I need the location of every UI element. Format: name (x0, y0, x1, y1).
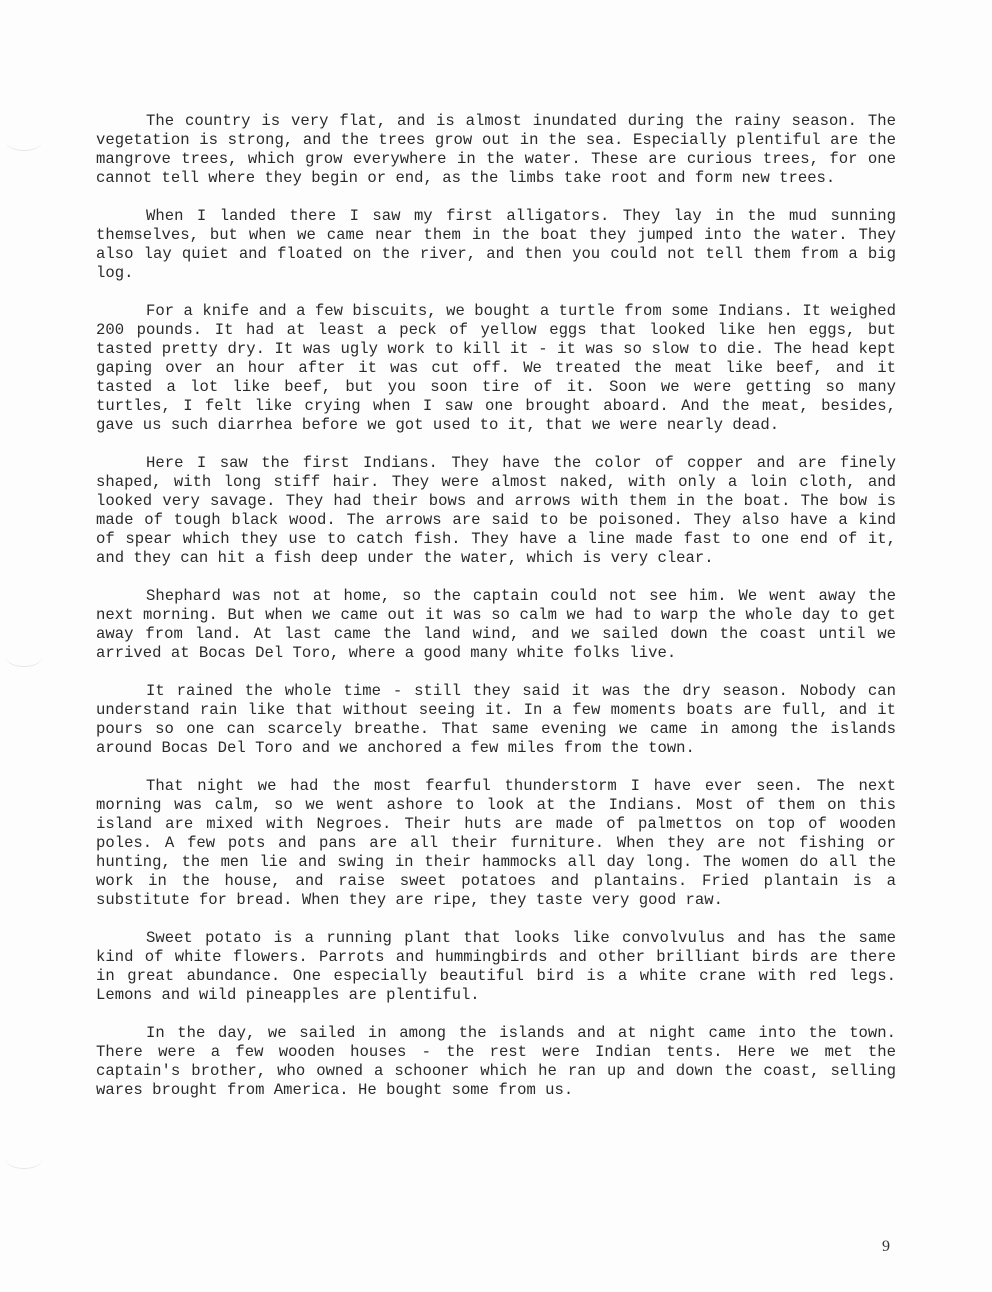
paragraph-town: In the day, we sailed in among the islands and at night came into the town. There were a few wooden houses - the rest were Indian tents. Here we met the captain's brother, who owned a schooner which he ran up and down the coast, selling wares brought from America. He bought some from us. (96, 1024, 896, 1099)
paragraph-country: The country is very flat, and is almost inundated during the rainy season. The vegetation is strong, and the trees grow out in the sea. Especially plentiful are the mangrove trees, which grow everywhere in the water. These are curious trees, for one cannot tell where they begin or end, as the limbs take root and form new trees. (96, 112, 896, 187)
body-text (96, 112, 896, 1119)
punch-hole-mark (6, 132, 42, 151)
paragraph-thunderstorm: That night we had the most fearful thunderstorm I have ever seen. The next morning was calm, so we went ashore to look at the Indians. Most of them on this island are mixed with Negroes. Their huts are made of palmettos on top of wooden poles. A few pots and pans are all their furniture. When they are not fishing or hunting, the men lie and swing in their hammocks all day long. The women do all the work in the house, and raise sweet potatoes and plantains. Fried plantain is a substitute for bread. When they are ripe, they taste very good raw. (96, 777, 896, 909)
paragraph-alligators: When I landed there I saw my first alligators. They lay in the mud sunning themselves, but when we came near them in the boat they jumped into the water. They also lay quiet and floated on the river, and then you could not tell them from a big log. (96, 207, 896, 282)
page-number: 9 (882, 1238, 890, 1255)
paragraph-shephard: Shephard was not at home, so the captain could not see him. We went away the next morning. But when we came out it was so calm we had to warp the whole day to get away from land. At last came the land wind, and we sailed down the coast until we arrived at Bocas Del Toro, where a good many white folks live. (96, 587, 896, 662)
punch-hole-mark (6, 1150, 42, 1169)
paragraph-turtle: For a knife and a few biscuits, we bought a turtle from some Indians. It weighed 200 pounds. It had at least a peck of yellow eggs that looked like hen eggs, but tasted pretty dry. It was ugly work to kill it - it was so slow to die. The head kept gaping over an hour after it was cut off. We treated the meat like beef, and it tasted a lot like beef, but you soon tire of it. Soon we were getting so many turtles, I felt like crying when I saw one brought aboard. And the meat, besides, gave us such diarrhea before we got used to it, that we were nearly dead. (96, 302, 896, 434)
paragraph-indians: Here I saw the first Indians. They have the color of copper and are finely shaped, with long stiff hair. They were almost naked, with only a loin cloth, and looked very savage. They had their bows and arrows with them in the boat. The bow is made of tough black wood. The arrows are said to be poisoned. They also have a kind of spear which they use to catch fish. They have a line made fast to one end of it, and they can hit a fish deep under the water, which is very clear. (96, 454, 896, 567)
paragraph-rain: It rained the whole time - still they said it was the dry season. Nobody can understand rain like that without seeing it. In a few moments boats are full, and it pours so one can scarcely breathe. That same evening we came in among the islands around Bocas Del Toro and we anchored a few miles from the town. (96, 682, 896, 757)
paragraph-sweet-potato: Sweet potato is a running plant that looks like convolvulus and has the same kind of white flowers. Parrots and hummingbirds and other brilliant birds are there in great abundance. One especially beautiful bird is a white crane with red legs. Lemons and wild pineapples are plentiful. (96, 929, 896, 1004)
punch-hole-mark (6, 648, 42, 667)
